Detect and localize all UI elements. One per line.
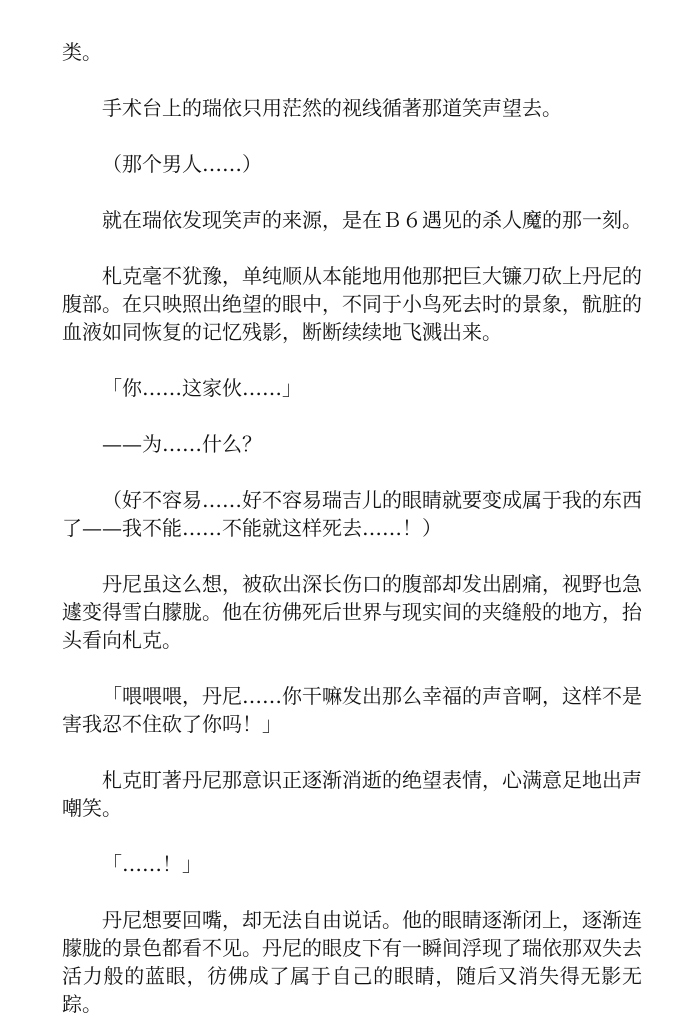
- paragraph: 札克毫不犹豫，单纯顺从本能地用他那把巨大镰刀砍上丹尼的腹部。在只映照出绝望的眼中，不同于小鸟死去时的景象，骯脏的血液如同恢复的记忆残影，断断续续地飞溅出来。: [62, 264, 642, 344]
- paragraph: 丹尼虽这么想，被砍出深长伤口的腹部却发出剧痛，视野也急遽变得雪白朦胧。他在彷佛死后世界与现实间的夹缝般的地方，抬头看向札克。: [62, 572, 642, 652]
- paragraph: 就在瑞依发现笑声的来源，是在Ｂ６遇见的杀人魔的那一刻。: [102, 208, 642, 232]
- paragraph: 手术台上的瑞依只用茫然的视线循著那道笑声望去。: [102, 96, 562, 120]
- dialogue-line: 「喂喂喂，丹尼……你干嘛发出那么幸福的声音啊，这样不是害我忍不住砍了你吗！」: [62, 684, 642, 736]
- paragraph: 札克盯著丹尼那意识正逐渐消逝的绝望表情，心满意足地出声嘲笑。: [62, 768, 642, 820]
- dialogue-line: 「你……这家伙……」: [102, 376, 302, 400]
- dialogue-line: ——为……什么？: [102, 432, 262, 456]
- paragraph-continuation: 类。: [62, 40, 102, 64]
- paragraph: （那个男人……）: [102, 152, 262, 176]
- dialogue-line: 「……！」: [102, 852, 202, 876]
- paragraph: 丹尼想要回嘴，却无法自由说话。他的眼睛逐渐闭上，逐渐连朦胧的景色都看不见。丹尼的眼皮下有一瞬间浮现了瑞依那双失去活力般的蓝眼，彷佛成了属于自己的眼睛，随后又消失得无影无踪。: [62, 908, 642, 1016]
- paragraph: （好不容易……好不容易瑞吉儿的眼睛就要变成属于我的东西了——我不能……不能就这样死去……！）: [62, 488, 642, 540]
- document-page: [62, 38, 642, 1018]
